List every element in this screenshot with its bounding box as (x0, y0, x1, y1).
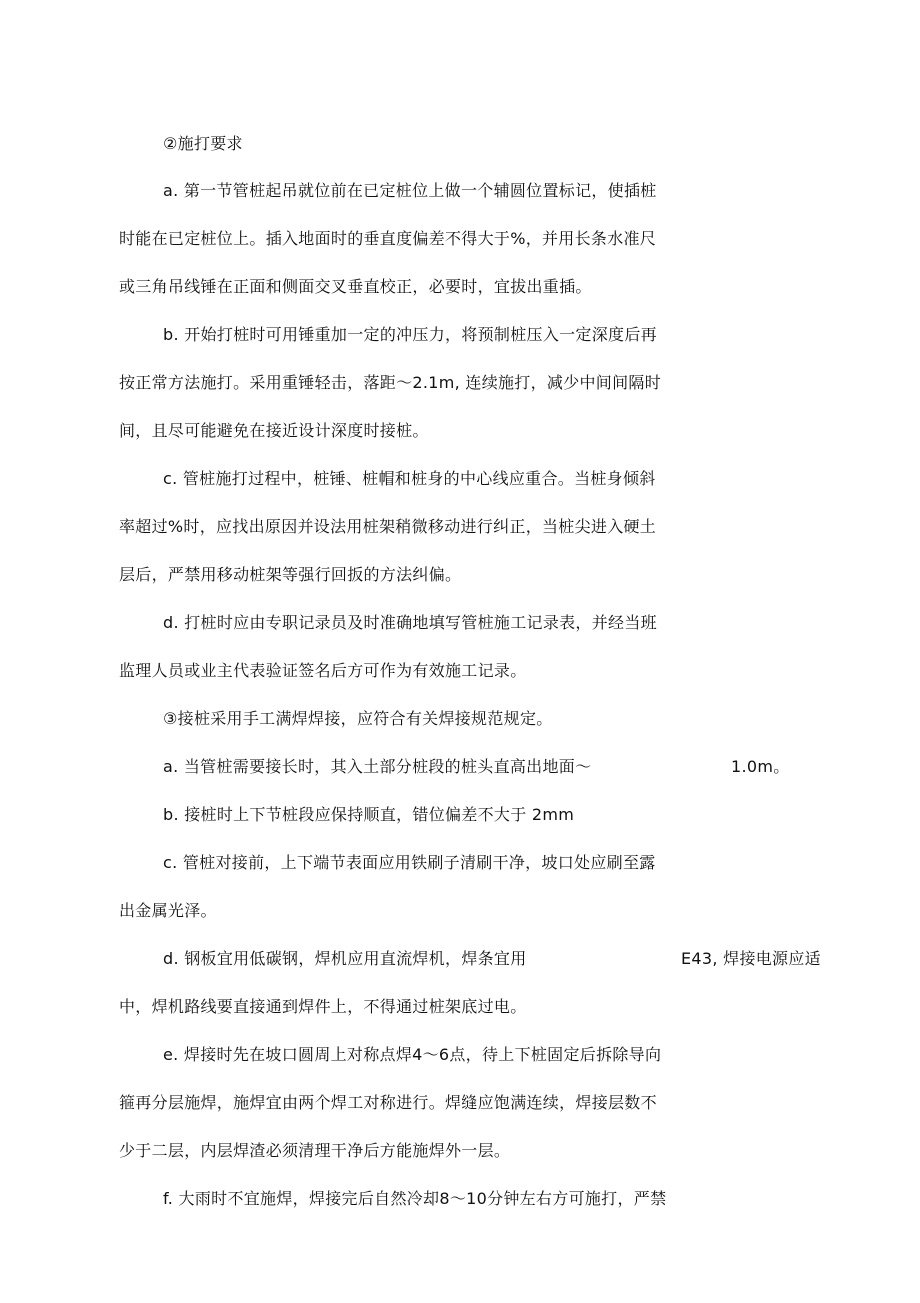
paragraph-line: 层后，严禁用移动桩架等强行回扳的方法纠偏。 (119, 565, 462, 584)
paragraph-line: 按正常方法施打。采用重锤轻击，落距～2.1m, 连续施打，减少中间间隔时 (119, 373, 662, 392)
paragraph-line: b. 开始打桩时可用锤重加一定的冲压力，将预制桩压入一定深度后再 (163, 325, 657, 344)
paragraph-line: 中，焊机路线要直接通到焊件上，不得通过桩架底过电。 (119, 997, 527, 1016)
paragraph-line: a. 第一节管桩起吊就位前在已定桩位上做一个辅圆位置标记，使插桩 (163, 181, 657, 200)
section-heading-pile-joining: ③接桩采用手工满焊焊接，应符合有关焊接规范规定。 (163, 709, 553, 728)
paragraph-line: e. 焊接时先在坡口圆周上对称点焊4～6点，待上下桩固定后拆除导向 (163, 1045, 662, 1064)
paragraph-line: 箍再分层施焊，施焊宜由两个焊工对称进行。焊缝应饱满连续，焊接层数不 (119, 1093, 657, 1112)
paragraph-line: c. 管桩对接前，上下端节表面应用铁刷子清刷干净，坡口处应刷至露 (163, 853, 656, 872)
paragraph-line: b. 接桩时上下节桩段应保持顺直，错位偏差不大于 2mm (163, 805, 575, 824)
paragraph-line-fragment: 1.0m。 (731, 757, 790, 776)
paragraph-line-fragment: E43, 焊接电源应适 (681, 949, 821, 968)
paragraph-line: 率超过%时，应找出原因并设法用桩架稍微移动进行纠正，当桩尖进入硬土 (119, 517, 657, 536)
paragraph-line: 间，且尽可能避免在接近设计深度时接桩。 (119, 421, 429, 440)
paragraph-line: d. 钢板宜用低碳钢，焊机应用直流焊机，焊条宜用 (163, 949, 527, 968)
paragraph-line: 出金属光泽。 (119, 901, 217, 920)
paragraph-line: 或三角吊线锤在正面和侧面交叉垂直校正，必要时，宜拔出重插。 (119, 277, 592, 296)
paragraph-line: 少于二层，内层焊渣必须清理干净后方能施焊外一层。 (119, 1141, 511, 1160)
paragraph-line: f. 大雨时不宜施焊，焊接完后自然冷却8～10分钟左右方可施打，严禁 (163, 1189, 667, 1208)
paragraph-line: a. 当管桩需要接长时，其入土部分桩段的桩头直高出地面～ (163, 757, 592, 776)
paragraph-line: d. 打桩时应由专职记录员及时准确地填写管桩施工记录表，并经当班 (163, 613, 657, 632)
paragraph-line: 时能在已定桩位上。插入地面时的垂直度偏差不得大于%，并用长条水准尺 (119, 229, 657, 248)
paragraph-line: 监理人员或业主代表验证签名后方可作为有效施工记录。 (119, 661, 527, 680)
section-heading-driving-requirements: ②施打要求 (163, 134, 243, 153)
paragraph-line: c. 管桩施打过程中，桩锤、桩帽和桩身的中心线应重合。当桩身倾斜 (163, 469, 656, 488)
